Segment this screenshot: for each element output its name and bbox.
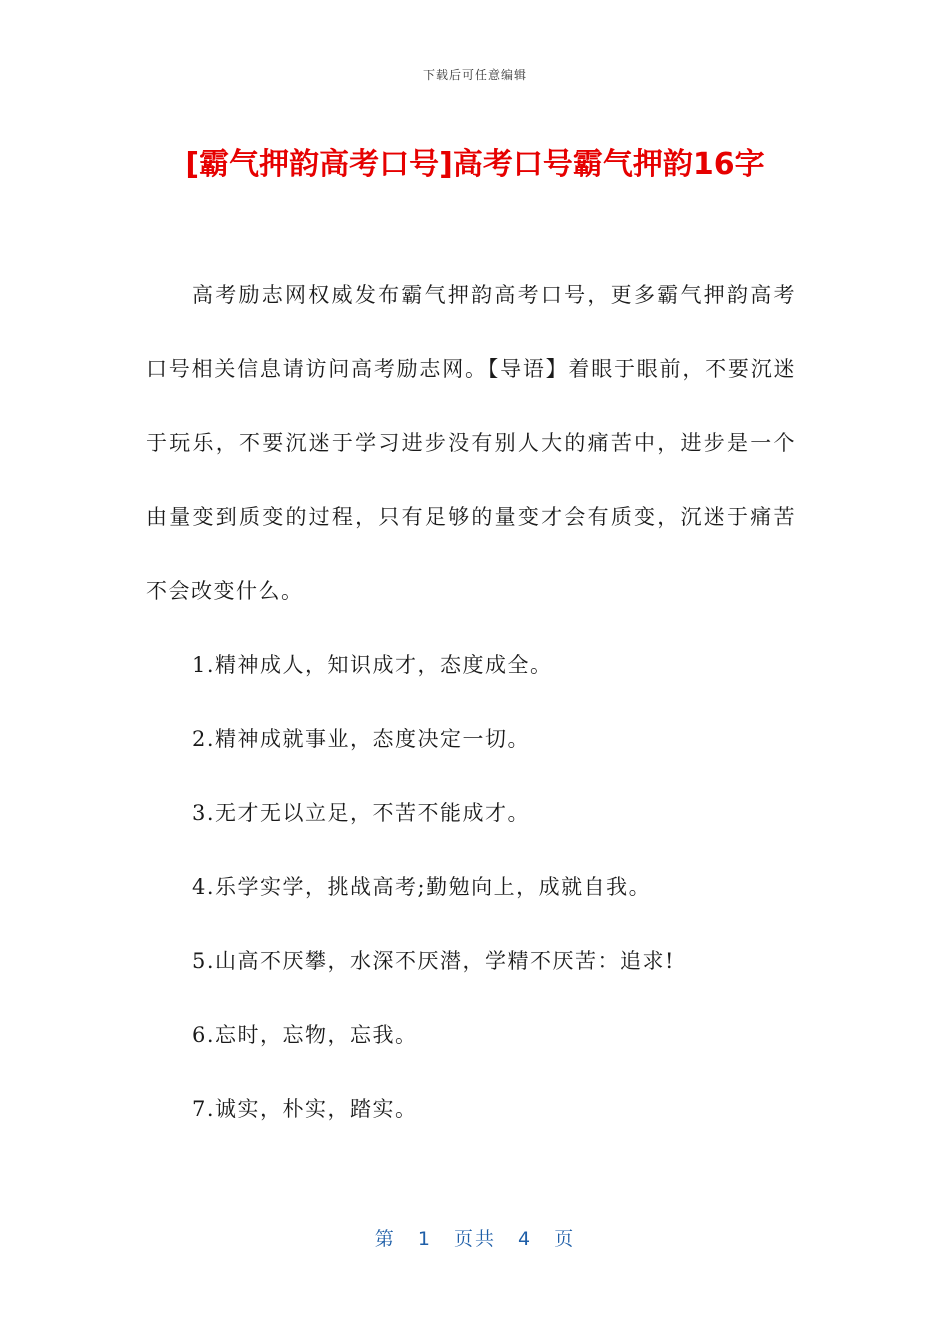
list-item: 3.无才无以立足，不苦不能成才。 [192,801,531,825]
current-page-number: 1 [417,1228,432,1250]
intro-paragraph: 高考励志网权威发布霸气押韵高考口号，更多霸气押韵高考口号相关信息请访问高考励志网。【导语】着眼于眼前，不要沉迷于玩乐，不要沉迷于学习进步没有别人大的痛苦中，进步是一个由量变到质变的过程，只有足够的量变才会有质变，沉迷于痛苦不会改变什么。 [146,283,796,603]
header-note: 下载后可任意编辑 [422,68,527,82]
page-suffix: 页 [554,1228,576,1250]
page-prefix: 第 [374,1228,396,1250]
list-item: 7.诚实，朴实，踏实。 [192,1097,418,1121]
list-item: 1.精神成人，知识成才，态度成全。 [192,653,553,677]
list-item: 2.精神成就事业，态度决定一切。 [192,727,531,751]
document-body [146,258,796,1146]
list-item: 6.忘时，忘物，忘我。 [192,1023,418,1047]
page-mid: 页共 [453,1228,496,1250]
total-pages-number: 4 [518,1228,533,1250]
page-footer [0,1224,950,1251]
document-title: [霸气押韵高考口号]高考口号霸气押韵16字 [185,147,765,182]
list-item: 4.乐学实学，挑战高考;勤勉向上，成就自我。 [192,875,652,899]
list-item: 5.山高不厌攀，水深不厌潜，学精不厌苦：追求! [192,949,675,973]
slogan-list [146,628,796,1146]
